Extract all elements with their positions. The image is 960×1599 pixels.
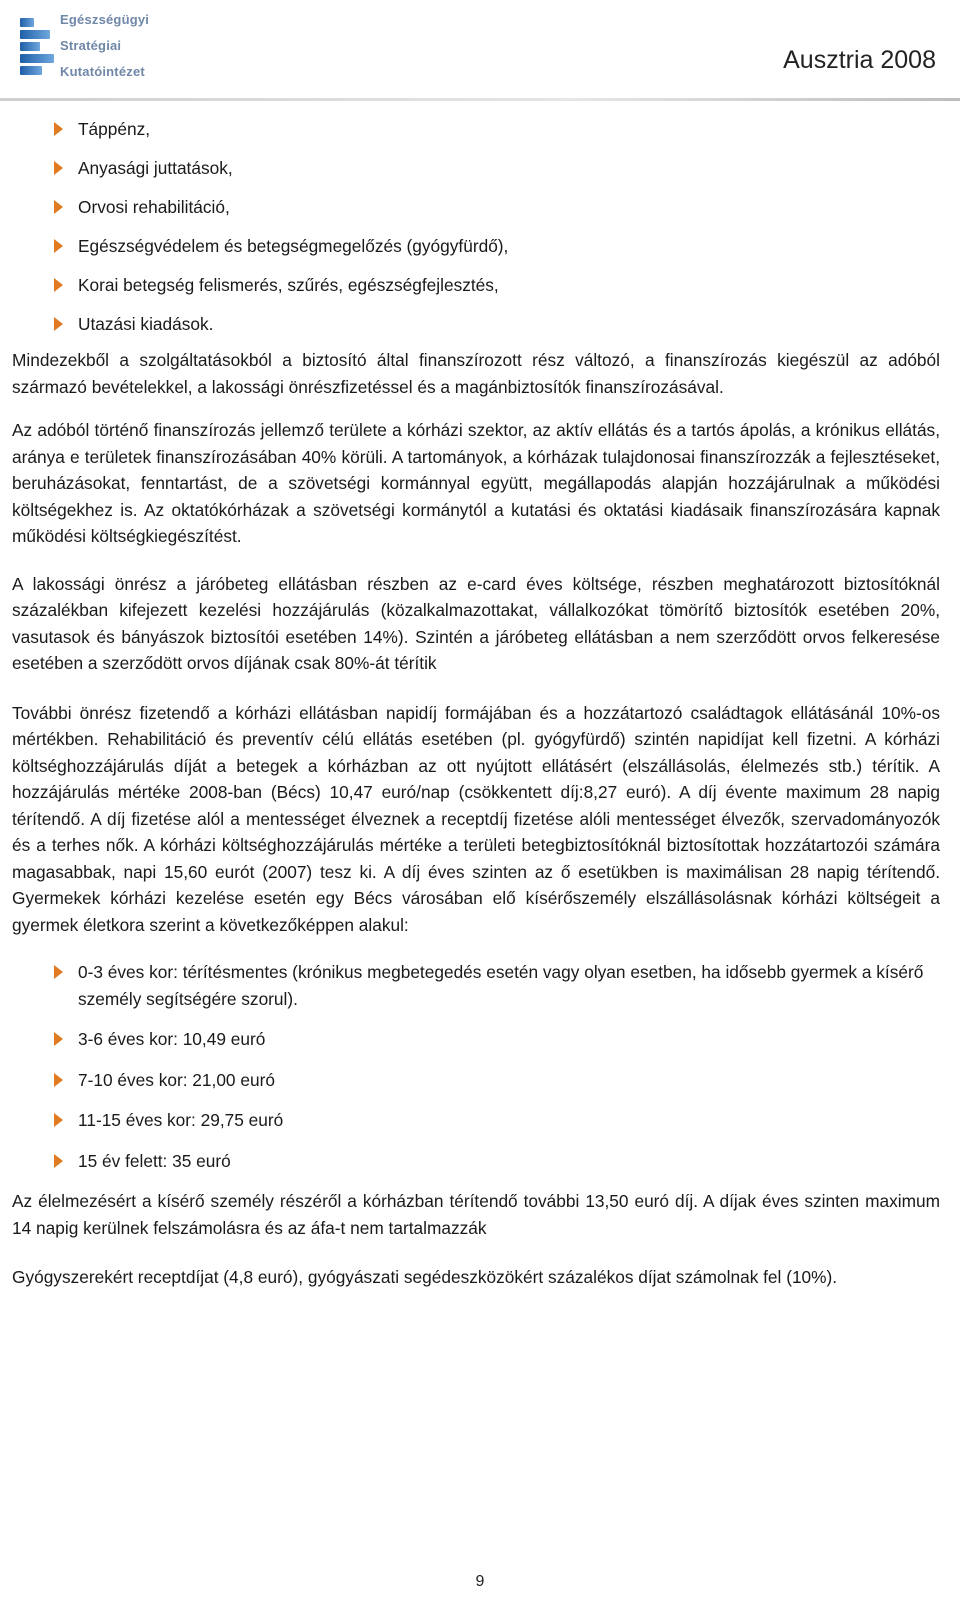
logo-text-line-3: Kutatóintézet <box>60 64 145 79</box>
list-item-text: 0-3 éves kor: térítésmentes (krónikus megbetegedés esetén vagy olyan esetben, ha idősebb gyermek a kísérő személy segítségére szorul). <box>78 962 924 1009</box>
list-item-text: 7-10 éves kor: 21,00 euró <box>78 1069 275 1090</box>
page-header <box>0 0 960 100</box>
list-item <box>12 194 940 221</box>
paragraph-hospital-fees: További önrész fizetendő a kórházi ellátásban napidíj formájában és a hozzátartozó családtagok ellátásánál 10%-os mértékben. Rehabilitáció és preventív célú ellátás esetében (pl. gyógyfürdő) szintén napidíjat kell fizetni. A kórházi költséghozzájárulás díját a betegek a kórházban az ott nyújtott ellátásért (elszállásolás, élelmezés stb.) térítik. A hozzájárulás mértéke 2008-ban (Bécs) 10,47 euró/nap (csökkentett díj:8,27 euró). A díj évente maximum 28 napig térítendő. A díj fizetése alól a mentességet élveznek a receptdíj fizetése alóli mentességet élvezők, szervadományozók és a terhes nők. A kórházi költséghozzájárulás mértéke a területi betegbiztosítóknál biztosítottak hozzátartozói számára magasabbak, napi 15,60 eurót (2007) tesz ki. A díj éves szinten az ő esetükben is maximálisan 28 napig térítendő. Gyermekek kórházi kezelése esetén egy Bécs városában elő kísérőszemély elszállásolásnak kórházi költségeit a gyermek életkora szerint a következőképpen alakul: <box>12 702 940 935</box>
triangle-bullet-icon <box>54 239 63 253</box>
list-item <box>12 155 940 182</box>
list-item-text: Táppénz, <box>78 119 151 139</box>
paragraph-prescription-fee: Gyógyszerekért receptdíjat (4,8 euró), gyógyászati segédeszközökért százalékos díjat számolnak fel (10%). <box>12 1267 838 1287</box>
triangle-bullet-icon <box>54 122 63 136</box>
list-item <box>12 1067 940 1094</box>
triangle-bullet-icon <box>54 965 63 979</box>
list-item-text: 3-6 éves kor: 10,49 euró <box>78 1029 266 1049</box>
document-body <box>12 116 940 1291</box>
list-item <box>12 1107 940 1134</box>
list-item <box>12 959 940 1012</box>
header-title: Ausztria 2008 <box>783 46 936 74</box>
list-item-text: Utazási kiadások. <box>78 314 214 334</box>
list-item <box>12 272 940 299</box>
logo-text-line-1: Egészségügyi <box>60 12 150 27</box>
triangle-bullet-icon <box>54 317 63 331</box>
list-item-text: Korai betegség felismerés, szűrés, egészségfejlesztés, <box>78 275 499 295</box>
header-divider <box>0 98 960 101</box>
list-item-text: Orvosi rehabilitáció, <box>78 197 230 217</box>
triangle-bullet-icon <box>54 1154 63 1168</box>
triangle-bullet-icon <box>54 1113 63 1127</box>
page-number: 9 <box>475 1573 485 1590</box>
triangle-bullet-icon <box>54 278 63 292</box>
list-item-text: Egészségvédelem és betegségmegelőzés (gyógyfürdő), <box>78 236 509 256</box>
list-item <box>12 233 940 260</box>
triangle-bullet-icon <box>54 161 63 175</box>
logo-text-line-2: Stratégiai <box>60 38 122 53</box>
list-item <box>12 116 940 143</box>
triangle-bullet-icon <box>54 200 63 214</box>
paragraph-copayment: A lakossági önrész a járóbeteg ellátásban részben az e-card éves költsége, részben meghatározott biztosítóknál százalékban kifejezett kezelési hozzájárulás (közalkalmazottakat, vállalkozókat tömörítő biztosítók esetében 20%, vasutasok és bányászok biztosítói esetében 14%). Szintén a járóbeteg ellátásban a nem szerződött orvos felkeresése esetében a szerződött orvos díjának csak 80%-át térítik <box>12 573 940 673</box>
triangle-bullet-icon <box>54 1073 63 1087</box>
list-item <box>12 1148 940 1175</box>
bullet-list-age-fees <box>12 959 940 1174</box>
triangle-bullet-icon <box>54 1032 63 1046</box>
institute-logo <box>20 10 170 86</box>
list-item-text: 11-15 éves kor: 29,75 euró <box>78 1110 284 1130</box>
list-item <box>12 311 940 338</box>
paragraph-food-fee: Az élelmezésért a kísérő személy részéről a kórházban térítendő további 13,50 euró díj. A díjak éves szinten maximum 14 napig kerülnek felszámolásra és az áfa-t nem tartalmazzák <box>12 1191 940 1238</box>
paragraph-tax-financing: Az adóból történő finanszírozás jellemző területe a kórházi szektor, az aktív ellátás és a tartós ápolás, a krónikus ellátás, aránya e területek finanszírozásában 40% körüli. A tartományok, a kórházak tulajdonosai finanszírozzák a fejlesztéseket, beruházásokat, fenntartást, de a szövetségi kormánnyal együtt, megállapodás alapján hozzájárulnak a működési költségekhez is. Az oktatókórházak a szövetségi kormánytól a kutatási és oktatási kiadásaik finanszírozására kapnak működési költségkiegészítést. <box>12 420 940 546</box>
logo-mark-icon <box>20 14 56 80</box>
list-item <box>12 1026 940 1053</box>
list-item-text: Anyasági juttatások, <box>78 158 233 178</box>
paragraph-financing-sources: Mindezekből a szolgáltatásokból a biztosító által finanszírozott rész változó, a finanszírozás kiegészül az adóból származó bevételekkel, a lakossági önrészfizetéssel és a magánbiztosítók finanszírozásával. <box>12 350 940 397</box>
list-item-text: 15 év felett: 35 euró <box>78 1150 231 1171</box>
bullet-list-top <box>12 116 940 338</box>
